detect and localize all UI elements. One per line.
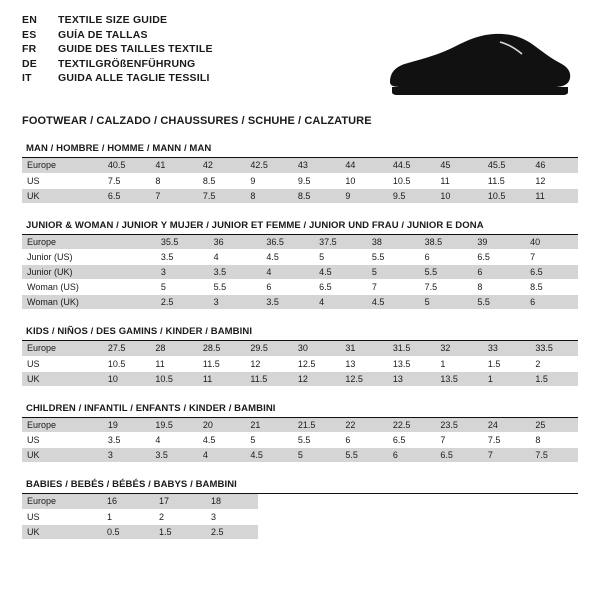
language-code-es: ES — [22, 28, 37, 41]
size-cell: 35.5 — [156, 235, 209, 250]
size-cell: 5 — [245, 433, 293, 448]
size-cell: 10.5 — [103, 356, 151, 371]
size-cell: 3 — [209, 295, 262, 310]
size-cell: 3.5 — [156, 250, 209, 265]
size-cell: 1 — [435, 356, 483, 371]
size-cell: 9.5 — [293, 173, 341, 188]
size-cell: 11 — [150, 356, 198, 371]
table-row — [22, 235, 578, 250]
size-cell: 3.5 — [150, 448, 198, 463]
size-cell: 7 — [525, 250, 578, 265]
size-cell: 6 — [472, 265, 525, 280]
size-group-title: KIDS / NIÑOS / DES GAMINS / KINDER / BAMBINI — [26, 326, 253, 337]
row-label: UK — [22, 188, 103, 203]
size-cell — [103, 280, 156, 295]
language-title-es: GUÍA DE TALLAS — [58, 28, 148, 41]
size-cell: 6 — [261, 280, 314, 295]
row-label: Europe — [22, 418, 103, 433]
size-cell: 7.5 — [530, 448, 578, 463]
size-cell: 9.5 — [388, 188, 436, 203]
language-code-it: IT — [22, 72, 32, 84]
size-cell: 8.5 — [525, 280, 578, 295]
size-cell: 21 — [245, 418, 293, 433]
size-cell: 22 — [340, 418, 388, 433]
size-cell: 9 — [245, 173, 293, 188]
dress-shoe-icon — [382, 32, 572, 103]
size-cell: 42.5 — [245, 158, 293, 173]
size-cell: 25 — [530, 418, 578, 433]
size-cell: 10 — [340, 173, 388, 188]
size-cell: 10.5 — [150, 371, 198, 386]
size-cell: 10 — [103, 371, 151, 386]
size-cell — [103, 295, 156, 310]
language-row — [22, 72, 213, 87]
size-cell: 18 — [206, 494, 258, 509]
size-cell: 12 — [530, 173, 578, 188]
size-cell: 4 — [209, 250, 262, 265]
size-tables — [22, 143, 578, 540]
size-cell: 13.5 — [435, 371, 483, 386]
size-cell: 16 — [102, 494, 154, 509]
size-cell: 20 — [198, 418, 246, 433]
size-cell: 11.5 — [483, 173, 531, 188]
row-label: US — [22, 509, 102, 524]
language-title-it: GUIDA ALLE TAGLIE TESSILI — [58, 72, 210, 84]
size-group — [22, 143, 578, 204]
language-title-de: TEXTILGRÖßENFÜHRUNG — [58, 57, 196, 70]
row-label: Europe — [22, 158, 103, 173]
table-row — [22, 265, 578, 280]
language-row — [22, 58, 213, 73]
size-cell: 41 — [150, 158, 198, 173]
row-label: Woman (UK) — [22, 295, 103, 310]
size-cell: 3.5 — [209, 265, 262, 280]
size-cell: 3.5 — [261, 295, 314, 310]
row-label: Woman (US) — [22, 280, 103, 295]
size-cell: 2 — [530, 356, 578, 371]
size-cell: 5.5 — [472, 295, 525, 310]
row-label: Europe — [22, 235, 103, 250]
size-cell: 43 — [293, 158, 341, 173]
size-cell: 13 — [388, 371, 436, 386]
size-cell: 7 — [150, 188, 198, 203]
language-title-list — [22, 14, 213, 87]
language-code-de: DE — [22, 57, 37, 70]
size-cell: 1 — [102, 509, 154, 524]
table-row — [22, 188, 578, 203]
size-cell — [103, 250, 156, 265]
size-cell: 6.5 — [314, 280, 367, 295]
size-cell: 6 — [340, 433, 388, 448]
table-row — [22, 341, 578, 356]
size-cell: 4 — [261, 265, 314, 280]
size-cell: 21.5 — [293, 418, 341, 433]
size-cell: 44.5 — [388, 158, 436, 173]
size-cell: 3 — [206, 509, 258, 524]
size-cell: 10.5 — [483, 188, 531, 203]
size-cell: 27.5 — [103, 341, 151, 356]
size-cell: 4.5 — [314, 265, 367, 280]
size-cell: 28.5 — [198, 341, 246, 356]
size-group — [22, 403, 578, 464]
size-cell: 12.5 — [293, 356, 341, 371]
size-cell: 6 — [388, 448, 436, 463]
size-cell: 10.5 — [388, 173, 436, 188]
size-cell: 4.5 — [367, 295, 420, 310]
row-label: UK — [22, 371, 103, 386]
filler-cell — [258, 524, 578, 539]
size-cell: 9 — [340, 188, 388, 203]
size-cell: 6.5 — [472, 250, 525, 265]
size-cell: 12 — [245, 356, 293, 371]
size-cell: 2.5 — [156, 295, 209, 310]
size-cell: 5 — [156, 280, 209, 295]
size-cell: 22.5 — [388, 418, 436, 433]
size-cell: 11 — [198, 371, 246, 386]
table-row — [22, 509, 578, 524]
size-table — [22, 494, 578, 540]
size-cell — [103, 265, 156, 280]
size-group-title: MAN / HOMBRE / HOMME / MANN / MAN — [26, 143, 212, 154]
size-cell: 6 — [525, 295, 578, 310]
size-cell: 7.5 — [420, 280, 473, 295]
table-row — [22, 280, 578, 295]
size-cell: 6.5 — [103, 188, 151, 203]
language-code-fr: FR — [22, 43, 37, 55]
size-cell: 23.5 — [435, 418, 483, 433]
size-cell: 40.5 — [103, 158, 151, 173]
size-group — [22, 479, 578, 540]
size-cell: 1.5 — [154, 524, 206, 539]
size-group — [22, 220, 578, 311]
size-cell: 5.5 — [367, 250, 420, 265]
size-cell: 1 — [483, 371, 531, 386]
table-row — [22, 494, 578, 509]
size-cell: 3.5 — [103, 433, 151, 448]
size-table — [22, 158, 578, 204]
size-cell: 13 — [340, 356, 388, 371]
size-cell: 31.5 — [388, 341, 436, 356]
row-label: US — [22, 356, 103, 371]
language-row — [22, 14, 213, 29]
row-label: UK — [22, 448, 103, 463]
size-cell: 38.5 — [420, 235, 473, 250]
size-group-title: JUNIOR & WOMAN / JUNIOR Y MUJER / JUNIOR ET FEMME / JUNIOR UND FRAU / JUNIOR E DONA — [26, 219, 484, 231]
size-table — [22, 235, 578, 311]
size-cell: 6 — [420, 250, 473, 265]
size-cell: 46 — [530, 158, 578, 173]
size-cell: 8 — [150, 173, 198, 188]
size-cell: 7.5 — [103, 173, 151, 188]
header — [22, 14, 578, 103]
size-cell: 5 — [420, 295, 473, 310]
size-cell: 11.5 — [245, 371, 293, 386]
size-cell: 12.5 — [340, 371, 388, 386]
size-cell: 33 — [483, 341, 531, 356]
size-cell: 31 — [340, 341, 388, 356]
size-cell: 44 — [340, 158, 388, 173]
size-cell: 40 — [525, 235, 578, 250]
size-cell: 0.5 — [102, 524, 154, 539]
size-cell: 19 — [103, 418, 151, 433]
size-cell: 12 — [293, 371, 341, 386]
table-row — [22, 158, 578, 173]
language-title-en: TEXTILE SIZE GUIDE — [58, 14, 168, 26]
language-row — [22, 43, 213, 58]
size-cell: 36 — [209, 235, 262, 250]
size-cell: 4.5 — [261, 250, 314, 265]
size-cell: 11.5 — [198, 356, 246, 371]
table-row — [22, 295, 578, 310]
size-cell: 30 — [293, 341, 341, 356]
size-cell: 24 — [483, 418, 531, 433]
size-cell: 7 — [435, 433, 483, 448]
filler-cell — [258, 494, 578, 509]
table-row — [22, 448, 578, 463]
size-cell: 37.5 — [314, 235, 367, 250]
size-cell: 33.5 — [530, 341, 578, 356]
size-cell: 28 — [150, 341, 198, 356]
size-cell: 6.5 — [388, 433, 436, 448]
language-title-fr: GUIDE DES TAILLES TEXTILE — [58, 43, 213, 55]
row-label: Europe — [22, 341, 103, 356]
size-cell: 45 — [435, 158, 483, 173]
size-table — [22, 341, 578, 387]
size-cell: 5.5 — [209, 280, 262, 295]
size-cell: 7 — [483, 448, 531, 463]
size-cell: 4 — [150, 433, 198, 448]
table-row — [22, 250, 578, 265]
size-cell: 2.5 — [206, 524, 258, 539]
size-cell: 8.5 — [198, 173, 246, 188]
row-label: Junior (UK) — [22, 265, 103, 280]
table-row — [22, 356, 578, 371]
size-cell: 4 — [314, 295, 367, 310]
size-group — [22, 326, 578, 387]
row-label: Junior (US) — [22, 250, 103, 265]
size-cell: 1.5 — [483, 356, 531, 371]
size-cell: 3 — [156, 265, 209, 280]
size-cell: 1.5 — [530, 371, 578, 386]
size-cell: 7.5 — [198, 188, 246, 203]
size-cell: 19.5 — [150, 418, 198, 433]
size-cell: 13.5 — [388, 356, 436, 371]
size-cell: 11 — [530, 188, 578, 203]
filler-cell — [258, 509, 578, 524]
size-cell: 5 — [367, 265, 420, 280]
size-cell: 7 — [367, 280, 420, 295]
size-cell: 2 — [154, 509, 206, 524]
language-row — [22, 29, 213, 44]
category-title: FOOTWEAR / CALZADO / CHAUSSURES / SCHUHE / CALZATURE — [22, 115, 372, 127]
size-cell: 8 — [530, 433, 578, 448]
size-cell: 38 — [367, 235, 420, 250]
size-cell: 5 — [293, 448, 341, 463]
table-row — [22, 371, 578, 386]
size-cell: 8 — [245, 188, 293, 203]
table-row — [22, 524, 578, 539]
size-cell: 8 — [472, 280, 525, 295]
size-cell: 4.5 — [198, 433, 246, 448]
size-cell — [103, 235, 156, 250]
size-cell: 32 — [435, 341, 483, 356]
size-cell: 6.5 — [525, 265, 578, 280]
size-cell: 5.5 — [340, 448, 388, 463]
size-table — [22, 418, 578, 464]
size-cell: 17 — [154, 494, 206, 509]
size-cell: 39 — [472, 235, 525, 250]
size-cell: 42 — [198, 158, 246, 173]
size-cell: 8.5 — [293, 188, 341, 203]
size-cell: 6.5 — [435, 448, 483, 463]
size-group-title: CHILDREN / INFANTIL / ENFANTS / KINDER / BAMBINI — [26, 402, 276, 414]
size-cell: 45.5 — [483, 158, 531, 173]
table-row — [22, 433, 578, 448]
size-cell: 11 — [435, 173, 483, 188]
row-label: Europe — [22, 494, 102, 509]
size-cell: 5.5 — [293, 433, 341, 448]
size-cell: 7.5 — [483, 433, 531, 448]
language-title-list-body — [22, 14, 213, 87]
size-cell: 10 — [435, 188, 483, 203]
size-cell: 4 — [198, 448, 246, 463]
language-code-en: EN — [22, 14, 37, 26]
row-label: UK — [22, 524, 102, 539]
size-cell: 36.5 — [261, 235, 314, 250]
row-label: US — [22, 173, 103, 188]
row-label: US — [22, 433, 103, 448]
size-cell: 3 — [103, 448, 151, 463]
size-cell: 5 — [314, 250, 367, 265]
size-cell: 5.5 — [420, 265, 473, 280]
size-group-title: BABIES / BEBÉS / BÉBÉS / BABYS / BAMBINI — [26, 479, 237, 490]
size-cell: 29.5 — [245, 341, 293, 356]
table-row — [22, 418, 578, 433]
size-cell: 4.5 — [245, 448, 293, 463]
table-row — [22, 173, 578, 188]
